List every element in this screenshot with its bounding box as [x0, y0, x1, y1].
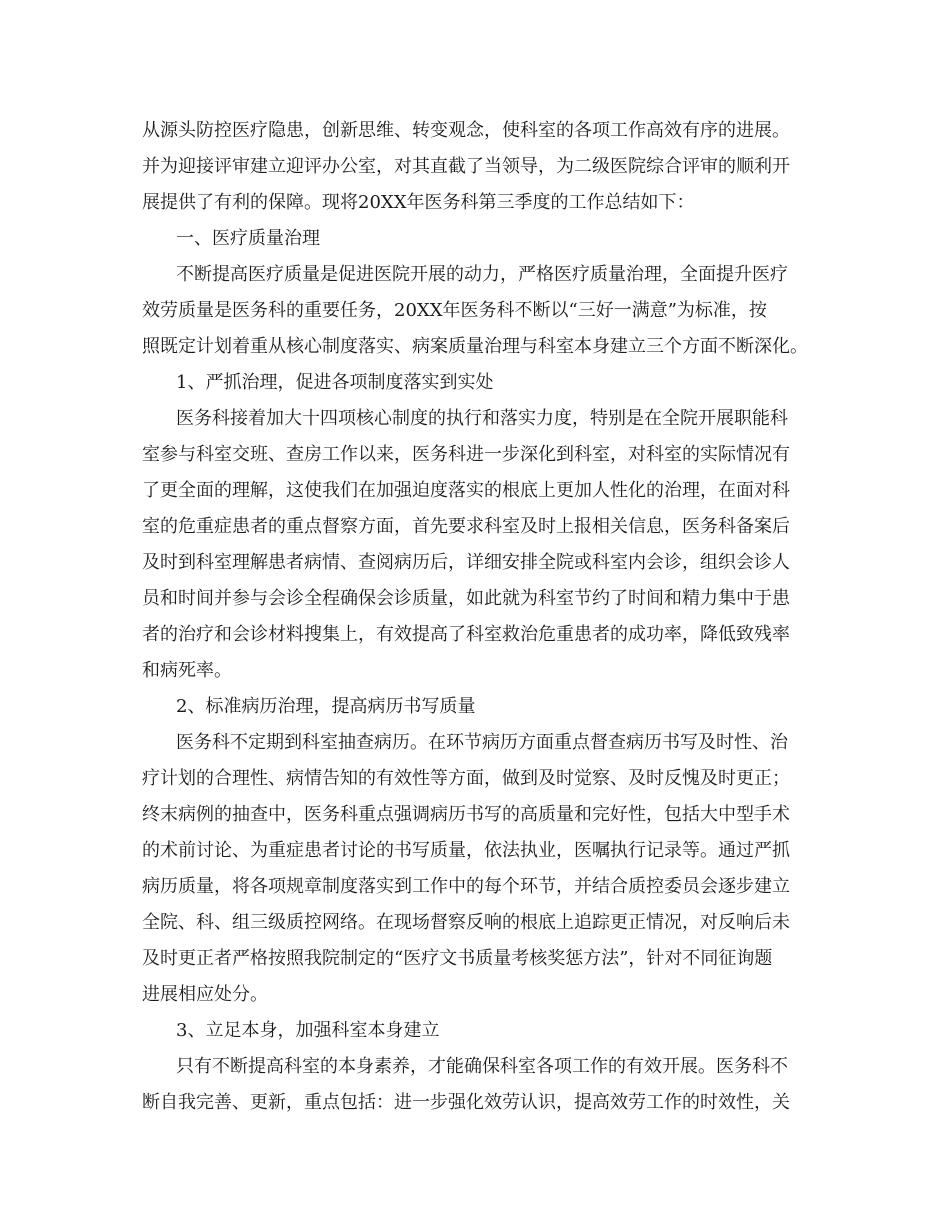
section-heading: 一、医疗质量治理 [176, 228, 320, 249]
body-text-line: 及时到科室理解患者病情、查阅病历后，详细安排全院或科室内会诊，组织会诊人 [142, 552, 790, 573]
body-text-line: 进展相应处分。 [142, 984, 268, 1005]
body-text-line: 员和时间并参与会诊全程确保会诊质量，如此就为科室节约了时间和精力集中于患 [142, 588, 790, 609]
body-text-line: 室的危重症患者的重点督察方面，首先要求科室及时上报相关信息，医务科备案后 [142, 516, 790, 537]
body-text-line: 展提供了有利的保障。现将20XX年医务科第三季度的工作总结如下： [142, 192, 695, 213]
body-text-line: 断自我完善、更新，重点包括：进一步强化效劳认识，提高效劳工作的时效性，关 [142, 1092, 790, 1113]
body-text-line: 只有不断提高科室的本身素养，才能确保科室各项工作的有效开展。医务科不 [176, 1056, 788, 1077]
body-text-line: 并为迎接评审建立迎评办公室，对其直截了当领导，为二级医院综合评审的顺利开 [142, 156, 790, 177]
subsection-heading: 2、标准病历治理，提高病历书写质量 [176, 696, 476, 717]
body-text-line: 照既定计划着重从核心制度落实、病案质量治理与科室本身建立三个方面不断深化。 [142, 336, 808, 357]
body-text-line: 疗计划的合理性、病情告知的有效性等方面，做到及时觉察、及时反愧及时更正； [142, 768, 790, 789]
body-text-line: 效劳质量是医务科的重要任务，20XX年医务科不断以“三好一满意”为标准，按 [142, 300, 767, 321]
body-text-line: 者的治疗和会诊材料搜集上，有效提高了科室救治危重患者的成功率，降低致残率 [142, 624, 790, 645]
subsection-heading: 1、严抓治理，促进各项制度落实到实处 [176, 372, 494, 393]
subsection-heading: 3、立足本身，加强科室本身建立 [176, 1020, 440, 1041]
body-text-line: 及时更正者严格按照我院制定的“医疗文书质量考核奖惩方法”，针对不同征询题 [142, 948, 773, 969]
body-text-line: 室参与科室交班、查房工作以来，医务科进一步深化到科室，对科室的实际情况有 [142, 444, 790, 465]
body-text-line: 的术前讨论、为重症患者讨论的书写质量，依法执业，医嘱执行记录等。通过严抓 [142, 840, 790, 861]
body-text-line: 病历质量，将各项规章制度落实到工作中的每个环节，并结合质控委员会逐步建立 [142, 876, 790, 897]
body-text-line: 不断提高医疗质量是促进医院开展的动力，严格医疗质量治理，全面提升医疗 [176, 264, 788, 285]
body-text-line: 全院、科、组三级质控网络。在现场督察反响的根底上追踪更正情况，对反响后未 [142, 912, 790, 933]
body-text-line: 终末病例的抽查中，医务科重点强调病历书写的高质量和完好性，包括大中型手术 [142, 804, 790, 825]
body-text-line: 医务科接着加大十四项核心制度的执行和落实力度，特别是在全院开展职能科 [176, 408, 788, 429]
body-text-line: 医务科不定期到科室抽查病历。在环节病历方面重点督查病历书写及时性、治 [176, 732, 788, 753]
body-text-line: 从源头防控医疗隐患，创新思维、转变观念，使科室的各项工作高效有序的进展。 [142, 120, 790, 141]
body-text-line: 和病死率。 [142, 660, 232, 681]
body-text-line: 了更全面的理解，这使我们在加强迫度落实的根底上更加人性化的治理，在面对科 [142, 480, 790, 501]
